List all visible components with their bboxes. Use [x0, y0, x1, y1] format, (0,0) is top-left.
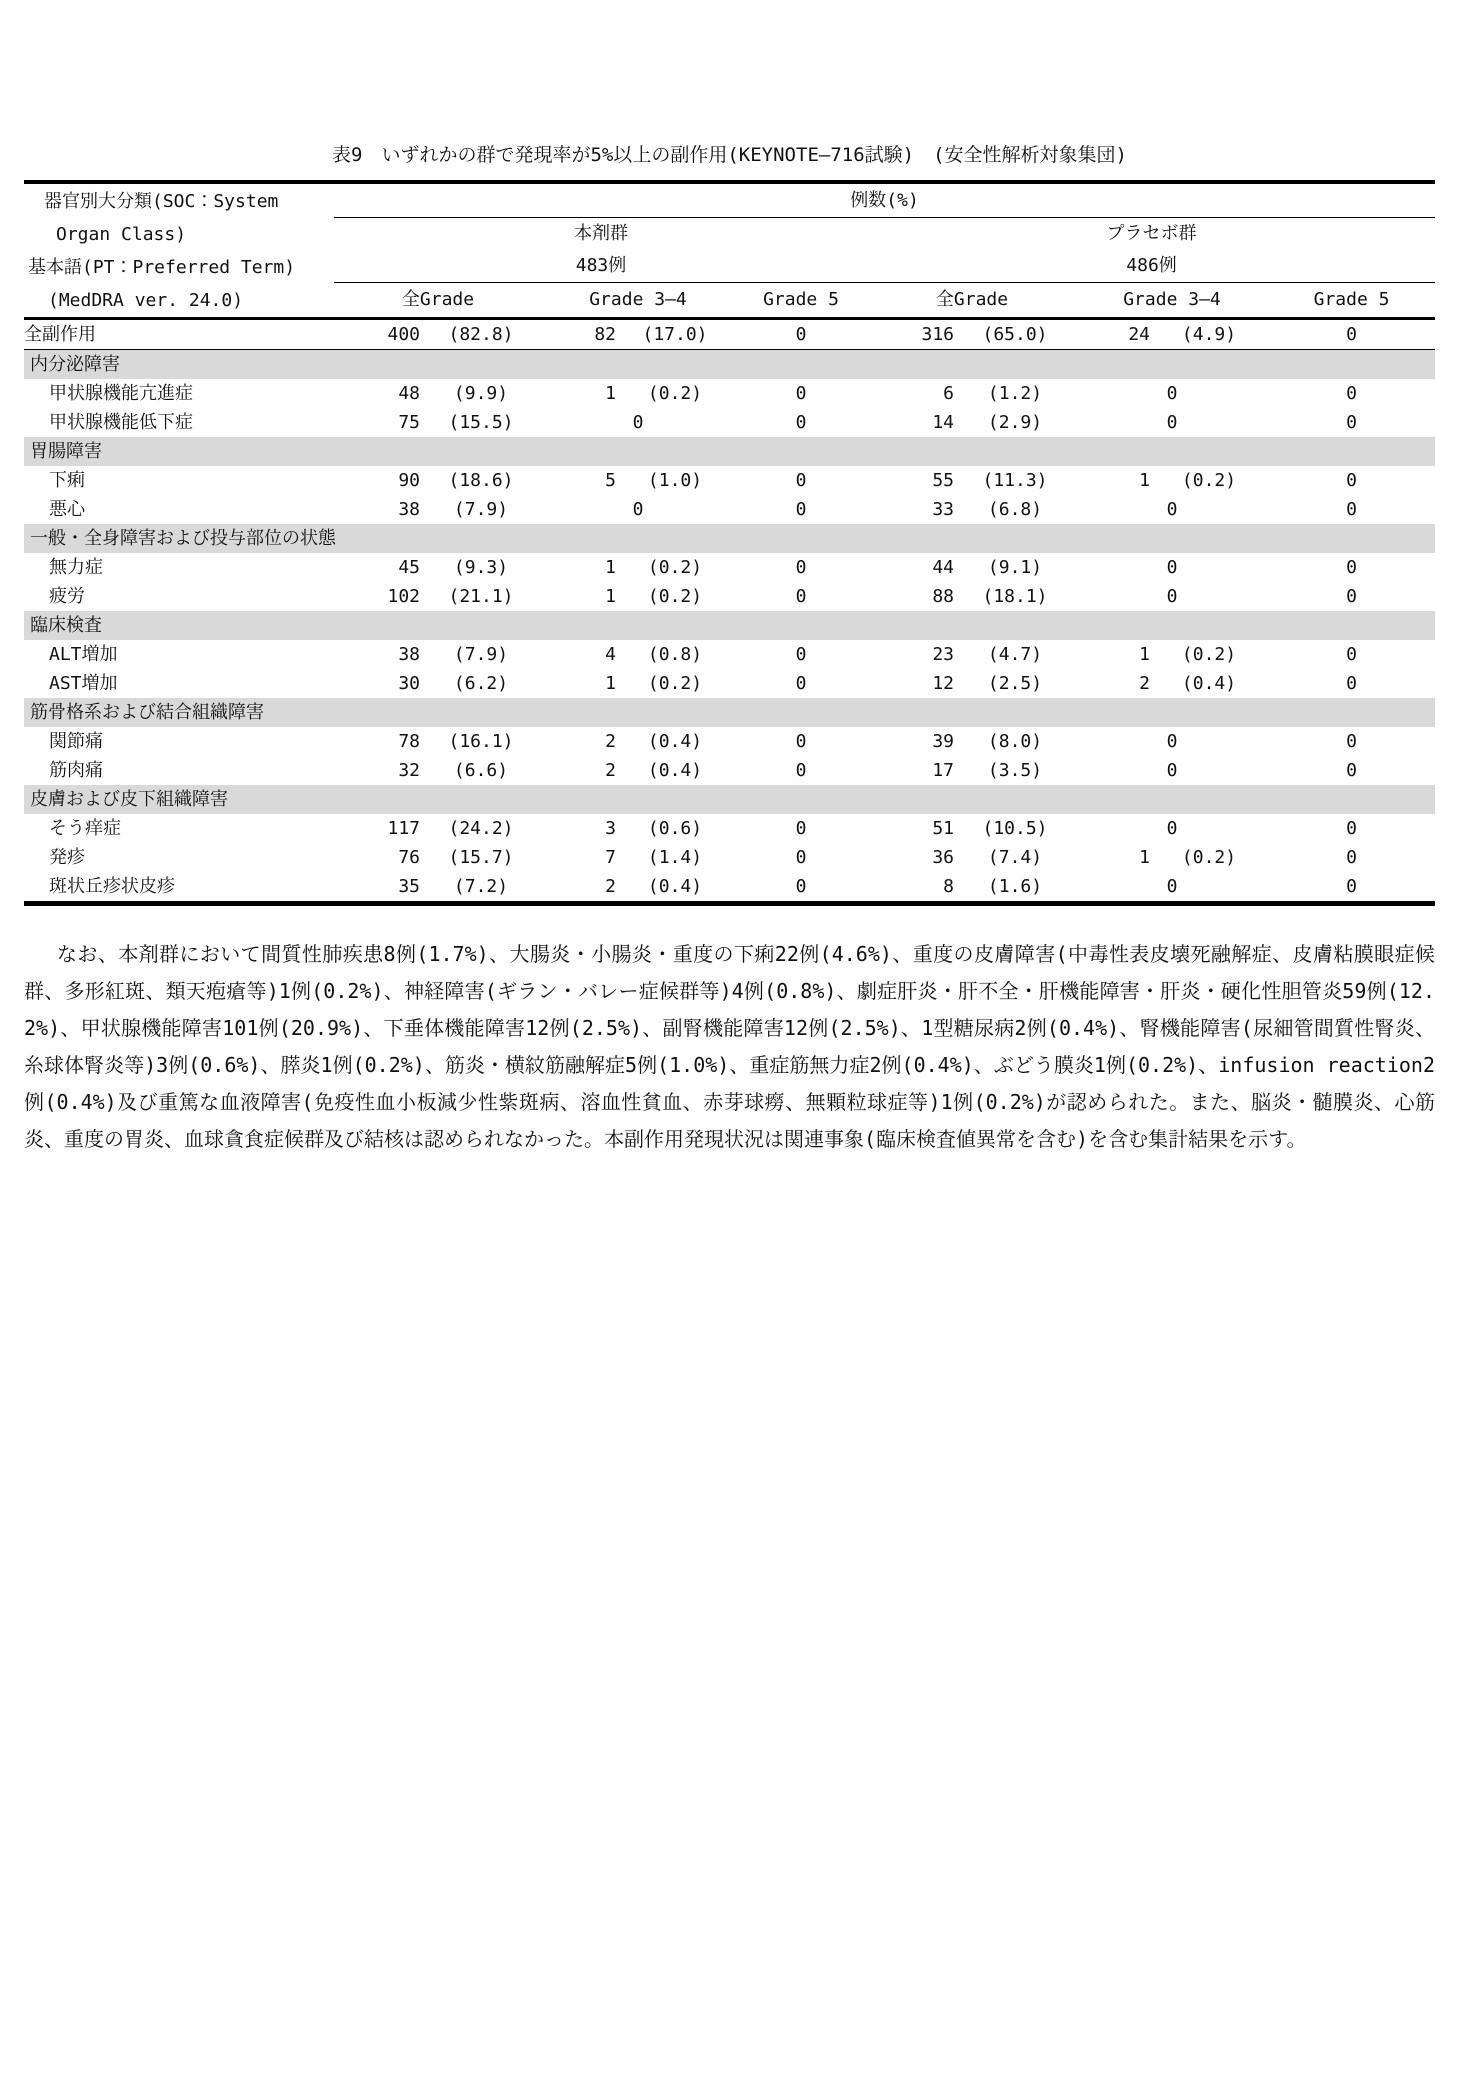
cell-count: 1 — [1139, 847, 1150, 868]
cell-percent: (11.3) — [982, 470, 1048, 491]
cell-percent: (4.7) — [987, 644, 1043, 665]
cell-percent: (2.9) — [987, 412, 1043, 433]
soc-section-row — [24, 524, 1435, 553]
cell-value: 0 — [1346, 412, 1357, 433]
table-row — [24, 669, 1435, 698]
cell-value: 0 — [1346, 470, 1357, 491]
adverse-reactions-table — [24, 180, 1435, 906]
cell-value: 0 — [795, 847, 807, 868]
cell-count: 35 — [398, 876, 420, 897]
table-row — [24, 319, 1435, 350]
cell-count: 2 — [1139, 673, 1150, 694]
term-label: 全副作用 — [24, 319, 334, 350]
table-row — [24, 756, 1435, 785]
cell-count: 1 — [605, 673, 616, 694]
cell-value: 0 — [795, 731, 807, 752]
cell-percent: (3.5) — [987, 760, 1043, 781]
cell-count: 75 — [398, 412, 420, 433]
soc-section-label: 一般・全身障害および投与部位の状態 — [24, 524, 1435, 553]
group-name: プラセボ群 — [1106, 223, 1197, 244]
cell-percent: (82.8) — [420, 319, 542, 350]
cell-percent: (18.1) — [982, 586, 1048, 607]
cell-count: 32 — [398, 760, 420, 781]
cell-count: 39 — [932, 731, 954, 752]
cell-percent: (0.2) — [647, 557, 703, 578]
cell-percent: (0.4) — [1181, 673, 1237, 694]
cell-percent: (21.1) — [448, 586, 514, 607]
cell-count: 82 — [542, 319, 616, 350]
cell-value: 0 — [795, 412, 807, 433]
cell-count: 23 — [932, 644, 954, 665]
cell-value: 0 — [795, 557, 807, 578]
soc-section-label: 臨床検査 — [24, 611, 1435, 640]
cell-percent: (7.4) — [987, 847, 1043, 868]
cell-value: 0 — [1346, 557, 1357, 578]
grade-header-5: Grade 5 — [734, 283, 868, 319]
cell-percent: (15.5) — [448, 412, 514, 433]
cell-value: 0 — [1346, 731, 1357, 752]
cell-count: 45 — [398, 557, 420, 578]
placebo-group-header — [868, 218, 1435, 283]
cell-count: 3 — [605, 818, 616, 839]
soc-section-label: 皮膚および皮下組織障害 — [24, 785, 1435, 814]
cell-count: 88 — [932, 586, 954, 607]
cell-count: 2 — [605, 760, 616, 781]
cell-percent: (2.5) — [987, 673, 1043, 694]
soc-pt-header — [24, 182, 334, 319]
cell-value: 0 — [1166, 557, 1178, 578]
soc-header-line: (MedDRA ver. 24.0) — [48, 289, 244, 311]
term-label: 甲状腺機能亢進症 — [49, 383, 193, 404]
cell-value: 0 — [795, 760, 807, 781]
cell-value: 0 — [734, 319, 868, 350]
cell-percent: (7.2) — [453, 876, 509, 897]
cell-value: 0 — [795, 499, 807, 520]
cell-percent: (6.2) — [453, 673, 509, 694]
cell-count: 51 — [932, 818, 954, 839]
cell-count: 400 — [334, 319, 420, 350]
cell-count: 316 — [868, 319, 954, 350]
cell-count: 4 — [605, 644, 616, 665]
cell-percent: (0.8) — [647, 644, 703, 665]
term-label: 発疹 — [49, 847, 85, 868]
cell-count: 90 — [398, 470, 420, 491]
cell-value: 0 — [1346, 586, 1357, 607]
group-n: 483例 — [575, 255, 627, 276]
grade-header-5: Grade 5 — [1268, 283, 1435, 319]
term-label: 関節痛 — [49, 731, 103, 752]
term-label: 疲労 — [49, 586, 85, 607]
cell-percent: (6.8) — [987, 499, 1043, 520]
soc-header-line: 基本語(PT：Preferred Term) — [28, 256, 296, 278]
cell-percent: (0.2) — [647, 586, 703, 607]
cell-value: 0 — [795, 470, 807, 491]
cell-percent: (10.5) — [982, 818, 1048, 839]
table-row — [24, 553, 1435, 582]
cell-count: 38 — [398, 499, 420, 520]
cell-percent: (0.2) — [1181, 644, 1237, 665]
cell-percent: (1.0) — [647, 470, 703, 491]
cell-value: 0 — [1346, 673, 1357, 694]
cell-percent: (0.2) — [1181, 847, 1237, 868]
cell-percent: (7.9) — [453, 499, 509, 520]
cell-value: 0 — [1166, 499, 1178, 520]
soc-section-row — [24, 698, 1435, 727]
cell-value: 0 — [1166, 876, 1178, 897]
cell-value: 0 — [1346, 847, 1357, 868]
cell-value: 0 — [795, 818, 807, 839]
cell-count: 78 — [398, 731, 420, 752]
cell-count: 14 — [932, 412, 954, 433]
grade-header-all: 全Grade — [868, 283, 1076, 319]
cell-percent: (15.7) — [448, 847, 514, 868]
case-count-percent-header: 例数(%) — [334, 182, 1435, 218]
table-row — [24, 814, 1435, 843]
cell-count: 38 — [398, 644, 420, 665]
cell-value: 0 — [632, 499, 644, 520]
cell-percent: (0.4) — [647, 731, 703, 752]
cell-count: 1 — [1139, 644, 1150, 665]
soc-section-row — [24, 611, 1435, 640]
cell-value: 0 — [1166, 818, 1178, 839]
cell-count: 44 — [932, 557, 954, 578]
term-label: そう痒症 — [49, 818, 121, 839]
cell-value: 0 — [1268, 319, 1435, 350]
cell-value: 0 — [795, 586, 807, 607]
cell-value: 0 — [1166, 412, 1178, 433]
cell-percent: (16.1) — [448, 731, 514, 752]
cell-percent: (17.0) — [616, 319, 734, 350]
cell-value: 0 — [795, 876, 807, 897]
cell-count: 8 — [943, 876, 954, 897]
cell-count: 17 — [932, 760, 954, 781]
grade-header-3-4: Grade 3―4 — [1076, 283, 1268, 319]
cell-percent: (8.0) — [987, 731, 1043, 752]
cell-count: 1 — [605, 586, 616, 607]
cell-percent: (0.4) — [647, 760, 703, 781]
soc-header-line: 器官別大分類(SOC：System — [44, 190, 279, 212]
cell-count: 7 — [605, 847, 616, 868]
cell-percent: (0.2) — [647, 673, 703, 694]
cell-count: 102 — [387, 586, 420, 607]
cell-count: 1 — [605, 557, 616, 578]
cell-percent: (6.6) — [453, 760, 509, 781]
cell-count: 2 — [605, 731, 616, 752]
cell-value: 0 — [1346, 499, 1357, 520]
grade-header-3-4: Grade 3―4 — [542, 283, 734, 319]
cell-count: 36 — [932, 847, 954, 868]
cell-value: 0 — [1346, 644, 1357, 665]
grade-header-all: 全Grade — [334, 283, 542, 319]
table-row — [24, 379, 1435, 408]
cell-percent: (9.3) — [453, 557, 509, 578]
cell-count: 48 — [398, 383, 420, 404]
cell-count: 117 — [387, 818, 420, 839]
term-label: 下痢 — [49, 470, 85, 491]
table-row — [24, 408, 1435, 437]
soc-section-label: 筋骨格系および結合組織障害 — [24, 698, 1435, 727]
table-row — [24, 582, 1435, 611]
cell-percent: (9.1) — [987, 557, 1043, 578]
table-header — [24, 182, 1435, 319]
table-row — [24, 640, 1435, 669]
term-label: 無力症 — [49, 557, 103, 578]
term-label: ALT増加 — [49, 644, 118, 665]
table-row — [24, 872, 1435, 904]
cell-percent: (65.0) — [954, 319, 1076, 350]
table-row — [24, 495, 1435, 524]
soc-section-row — [24, 350, 1435, 380]
table-row — [24, 727, 1435, 756]
soc-header-line: Organ Class) — [56, 223, 187, 245]
footnote-paragraph: なお、本剤群において間質性肺疾患8例(1.7%)、大腸炎・小腸炎・重度の下痢22例(4.6%)、重度の皮膚障害(中毒性表皮壊死融解症、皮膚粘膜眼症候群、多形紅斑、類天疱瘡等)1例(0.2%)、神経障害(ギラン・バレー症候群等)4例(0.8%)、劇症肝炎・肝不全・肝機能障害・肝炎・硬化性胆管炎59例(12.2%)、甲状腺機能障害101例(20.9%)、下垂体機能障害12例(2.5%)、副腎機能障害12例(2.5%)、1型糖尿病2例(0.4%)、腎機能障害(尿細管間質性腎炎、糸球体腎炎等)3例(0.6%)、膵炎1例(0.2%)、筋炎・横紋筋融解症5例(1.0%)、重症筋無力症2例(0.4%)、ぶどう膜炎1例(0.2%)、infusion reaction2例(0.4%)及び重篤な血液障害(免疫性血小板減少性紫斑病、溶血性貧血、赤芽球癆、無顆粒球症等)1例(0.2%)が認められた。また、脳炎・髄膜炎、心筋炎、重度の胃炎、血球貪食症候群及び結核は認められなかった。本副作用発現状況は関連事象(臨床検査値異常を含む)を含む集計結果を示す。 — [24, 942, 1435, 1151]
cell-percent: (0.2) — [1181, 470, 1237, 491]
group-n: 486例 — [1126, 255, 1177, 276]
cell-value: 0 — [1346, 383, 1357, 404]
cell-value: 0 — [1346, 760, 1357, 781]
table-body — [24, 319, 1435, 904]
cell-count: 6 — [943, 383, 954, 404]
cell-percent: (0.4) — [647, 876, 703, 897]
term-label: AST増加 — [49, 673, 118, 694]
soc-section-row — [24, 785, 1435, 814]
cell-count: 1 — [605, 383, 616, 404]
cell-percent: (18.6) — [448, 470, 514, 491]
soc-section-label: 内分泌障害 — [24, 350, 1435, 380]
cell-value: 0 — [795, 644, 807, 665]
term-label: 悪心 — [49, 499, 85, 520]
cell-value: 0 — [1166, 760, 1178, 781]
cell-value: 0 — [1166, 383, 1178, 404]
cell-value: 0 — [1346, 818, 1357, 839]
cell-percent: (0.6) — [647, 818, 703, 839]
cell-value: 0 — [1346, 876, 1357, 897]
soc-section-row — [24, 437, 1435, 466]
drug-group-header — [334, 218, 868, 283]
cell-count: 2 — [605, 876, 616, 897]
cell-percent: (7.9) — [453, 644, 509, 665]
table-title: 表9 いずれかの群で発現率が5%以上の副作用(KEYNOTE―716試験) (安全性解析対象集団) — [332, 144, 1127, 166]
cell-percent: (1.6) — [987, 876, 1043, 897]
cell-percent: (24.2) — [448, 818, 514, 839]
cell-percent: (1.4) — [647, 847, 703, 868]
cell-value: 0 — [1166, 731, 1178, 752]
cell-count: 30 — [398, 673, 420, 694]
group-name: 本剤群 — [574, 223, 628, 244]
table-row — [24, 466, 1435, 495]
cell-value: 0 — [795, 383, 807, 404]
cell-value: 0 — [632, 412, 644, 433]
term-label: 甲状腺機能低下症 — [49, 412, 193, 433]
cell-percent: (0.2) — [647, 383, 703, 404]
cell-count: 1 — [1139, 470, 1150, 491]
cell-count: 12 — [932, 673, 954, 694]
cell-value: 0 — [795, 673, 807, 694]
cell-count: 5 — [605, 470, 616, 491]
cell-count: 24 — [1076, 319, 1150, 350]
header-row-npct — [24, 182, 1435, 218]
cell-value: 0 — [1166, 586, 1178, 607]
table-row — [24, 843, 1435, 872]
term-label: 筋肉痛 — [49, 760, 103, 781]
soc-section-label: 胃腸障害 — [24, 437, 1435, 466]
cell-count: 33 — [932, 499, 954, 520]
cell-percent: (1.2) — [987, 383, 1043, 404]
cell-count: 76 — [398, 847, 420, 868]
cell-count: 55 — [932, 470, 954, 491]
term-label: 斑状丘疹状皮疹 — [49, 876, 175, 897]
cell-percent: (4.9) — [1150, 319, 1268, 350]
cell-percent: (9.9) — [453, 383, 509, 404]
